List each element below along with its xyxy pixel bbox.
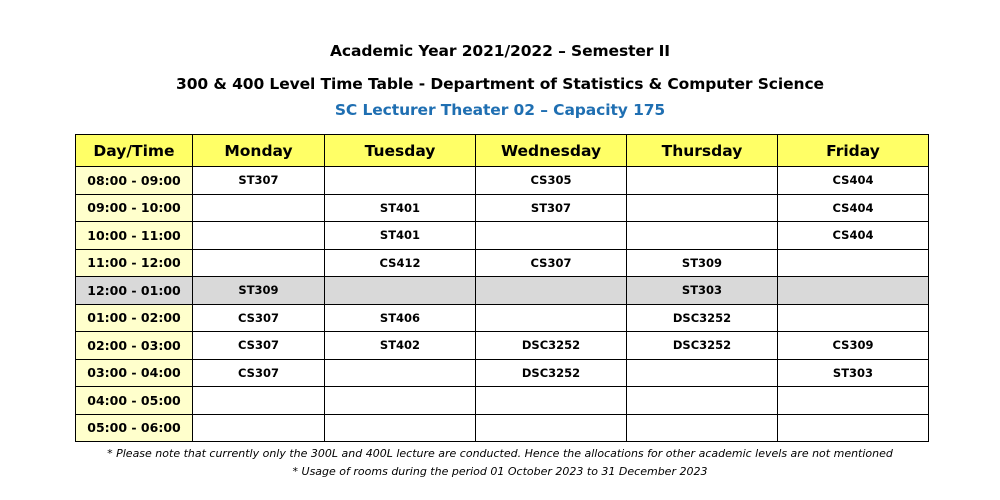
tuesday-cell	[325, 359, 476, 387]
time-slot-cell: 05:00 - 06:00	[76, 414, 193, 442]
time-slot-cell: 04:00 - 05:00	[76, 387, 193, 415]
table-row	[76, 359, 929, 387]
thursday-cell	[627, 359, 778, 387]
column-header-friday: Friday	[778, 135, 929, 167]
friday-cell: CS404	[778, 222, 929, 250]
time-slot-cell: 11:00 - 12:00	[76, 249, 193, 277]
timetable	[75, 134, 929, 442]
thursday-cell	[627, 194, 778, 222]
column-header-thursday: Thursday	[627, 135, 778, 167]
wednesday-cell: DSC3252	[476, 332, 627, 360]
tuesday-cell: CS412	[325, 249, 476, 277]
wednesday-cell	[476, 222, 627, 250]
academic-year-title: Academic Year 2021/2022 – Semester II	[330, 42, 670, 60]
wednesday-cell: ST307	[476, 194, 627, 222]
table-row	[76, 332, 929, 360]
thursday-cell: DSC3252	[627, 304, 778, 332]
monday-cell	[193, 222, 325, 250]
thursday-cell: ST303	[627, 277, 778, 305]
thursday-cell	[627, 222, 778, 250]
time-slot-cell: 10:00 - 11:00	[76, 222, 193, 250]
wednesday-cell	[476, 387, 627, 415]
tuesday-cell: ST402	[325, 332, 476, 360]
column-header-wednesday: Wednesday	[476, 135, 627, 167]
header-row	[76, 135, 929, 167]
tuesday-cell	[325, 414, 476, 442]
friday-cell	[778, 387, 929, 415]
time-slot-cell: 03:00 - 04:00	[76, 359, 193, 387]
friday-cell: CS404	[778, 194, 929, 222]
table-row-lunch	[76, 277, 929, 305]
timetable-title: 300 & 400 Level Time Table - Department of Statistics & Computer Science	[176, 75, 824, 93]
column-header-day-time: Day/Time	[76, 135, 193, 167]
table-row	[76, 194, 929, 222]
venue-title: SC Lecturer Theater 02 – Capacity 175	[334, 101, 666, 119]
friday-cell	[778, 249, 929, 277]
friday-cell	[778, 277, 929, 305]
column-header-tuesday: Tuesday	[325, 135, 476, 167]
tuesday-cell: ST401	[325, 194, 476, 222]
tuesday-cell: ST401	[325, 222, 476, 250]
time-slot-cell: 01:00 - 02:00	[76, 304, 193, 332]
thursday-cell: ST309	[627, 249, 778, 277]
friday-cell	[778, 414, 929, 442]
monday-cell: ST309	[193, 277, 325, 305]
tuesday-cell	[325, 387, 476, 415]
tuesday-cell	[325, 167, 476, 195]
friday-cell: CS309	[778, 332, 929, 360]
table-row	[76, 414, 929, 442]
monday-cell: ST307	[193, 167, 325, 195]
monday-cell: CS307	[193, 332, 325, 360]
thursday-cell	[627, 167, 778, 195]
thursday-cell	[627, 387, 778, 415]
wednesday-cell: DSC3252	[476, 359, 627, 387]
tuesday-cell	[325, 277, 476, 305]
footnote-period: * Usage of rooms during the period 01 October 2023 to 31 December 2023	[292, 465, 708, 478]
friday-cell	[778, 304, 929, 332]
monday-cell	[193, 249, 325, 277]
monday-cell	[193, 414, 325, 442]
thursday-cell: DSC3252	[627, 332, 778, 360]
monday-cell: CS307	[193, 304, 325, 332]
monday-cell	[193, 387, 325, 415]
table-row	[76, 387, 929, 415]
wednesday-cell: CS307	[476, 249, 627, 277]
table-row	[76, 249, 929, 277]
wednesday-cell	[476, 304, 627, 332]
wednesday-cell	[476, 277, 627, 305]
time-slot-cell: 08:00 - 09:00	[76, 167, 193, 195]
table-row	[76, 304, 929, 332]
time-slot-cell: 02:00 - 03:00	[76, 332, 193, 360]
wednesday-cell: CS305	[476, 167, 627, 195]
column-header-monday: Monday	[193, 135, 325, 167]
friday-cell: CS404	[778, 167, 929, 195]
table-row	[76, 222, 929, 250]
monday-cell	[193, 194, 325, 222]
time-slot-cell: 09:00 - 10:00	[76, 194, 193, 222]
wednesday-cell	[476, 414, 627, 442]
tuesday-cell: ST406	[325, 304, 476, 332]
monday-cell: CS307	[193, 359, 325, 387]
friday-cell: ST303	[778, 359, 929, 387]
table-row	[76, 167, 929, 195]
thursday-cell	[627, 414, 778, 442]
footnote-levels: * Please note that currently only the 300L and 400L lecture are conducted. Hence the allocations for other academic levels are not mentioned	[107, 447, 893, 460]
time-slot-cell: 12:00 - 01:00	[76, 277, 193, 305]
